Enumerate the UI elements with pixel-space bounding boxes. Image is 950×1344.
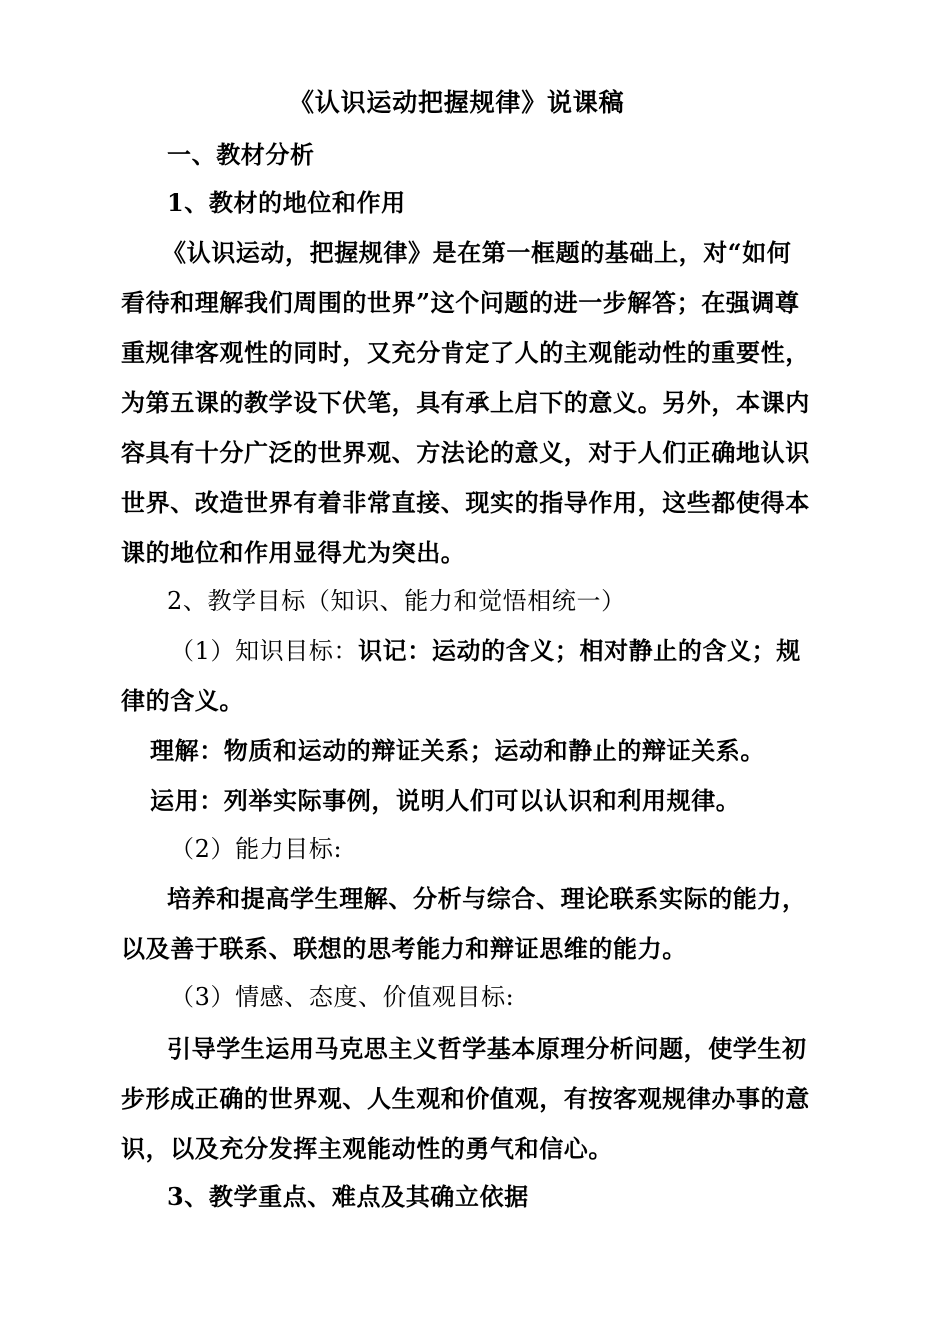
knowledge-goal-text-cont: 律的含义。 bbox=[121, 686, 244, 715]
knowledge-goal-text: 识记：运动的含义；相对静止的含义；规 bbox=[358, 636, 801, 665]
paragraph-line: 容具有十分广泛的世界观、方法论的意义，对于人们正确地认识 bbox=[121, 438, 810, 467]
paragraph-line: 重规律客观性的同时，又充分肯定了人的主观能动性的重要性， bbox=[121, 338, 810, 367]
subsection-heading-3: 3、教学重点、难点及其确立依据 bbox=[167, 1182, 529, 1211]
paragraph-line: 世界、改造世界有着非常直接、现实的指导作用，这些都使得本 bbox=[121, 488, 810, 517]
paragraph-line: 课的地位和作用显得尤为突出。 bbox=[121, 538, 466, 567]
subsection-heading-2: 2、教学目标（知识、能力和觉悟相统一） bbox=[167, 587, 626, 615]
ability-goal-line: 以及善于联系、联想的思考能力和辩证思维的能力。 bbox=[121, 934, 687, 963]
emotion-goal-line: 引导学生运用马克思主义哲学基本原理分析问题，使学生初 bbox=[167, 1034, 807, 1063]
emotion-goal-line: 步形成正确的世界观、人生观和价值观，有按客观规律办事的意 bbox=[121, 1084, 810, 1113]
ability-goal-line: 培养和提高学生理解、分析与综合、理论联系实际的能力， bbox=[167, 884, 807, 913]
apply-goal: 运用：列举实际事例，说明人们可以认识和利用规律。 bbox=[150, 786, 741, 815]
paragraph-line: 《认识运动，把握规律》是在第一框题的基础上，对“如何 bbox=[162, 238, 792, 267]
knowledge-goal-label: （1）知识目标： bbox=[170, 637, 359, 665]
page-title: 《认识运动把握规律》说课稿 bbox=[289, 88, 625, 117]
understand-goal: 理解：物质和运动的辩证关系；运动和静止的辩证关系。 bbox=[150, 736, 765, 765]
section-heading-1: 一、教材分析 bbox=[167, 140, 315, 169]
subsection-heading-1: 1、教材的地位和作用 bbox=[167, 188, 406, 217]
paragraph-line: 为第五课的教学设下伏笔，具有承上启下的意义。另外，本课内 bbox=[121, 388, 810, 417]
knowledge-goal-line bbox=[170, 636, 801, 666]
emotion-goal-line: 识，以及充分发挥主观能动性的勇气和信心。 bbox=[121, 1134, 613, 1163]
emotion-goal-label: （3）情感、态度、价值观目标: bbox=[170, 983, 515, 1011]
paragraph-line: 看待和理解我们周围的世界”这个问题的进一步解答；在强调尊 bbox=[121, 288, 800, 317]
ability-goal-label: （2）能力目标: bbox=[170, 835, 343, 863]
